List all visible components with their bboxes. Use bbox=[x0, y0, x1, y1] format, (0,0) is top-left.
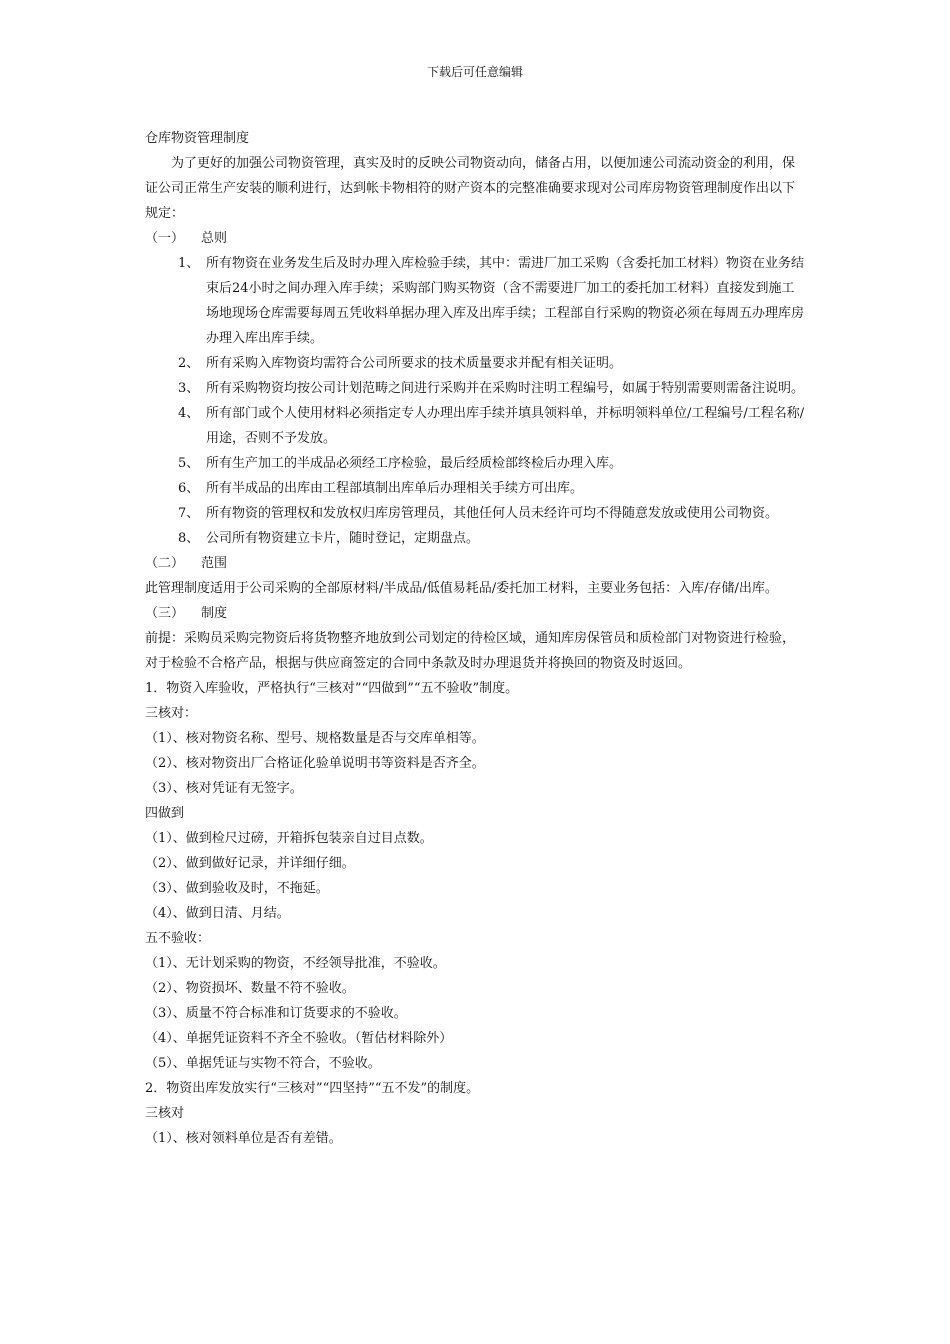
intro-paragraph: 为了更好的加强公司物资管理，真实及时的反映公司物资动向，储备占用，以便加速公司流动资金的利用，保证公司正常生产安装的顺利进行，达到帐卡物相符的财产资本的完整准确要求现对公司库房物资管理制度作出以下规定： bbox=[145, 156, 796, 221]
section-heading-rules bbox=[145, 601, 805, 626]
rule-line: 四做到 bbox=[145, 806, 185, 821]
document-body bbox=[145, 126, 805, 1151]
rule-line: （4）、做到日清、月结。 bbox=[145, 906, 290, 921]
list-item: 4、 所有部门或个人使用材料必须指定专人办理出库手续并填具领料单，并标明领料单位/工程编号/工程名称/用途，否则不予发放。 bbox=[178, 406, 805, 446]
list-item: 1、 所有物资在业务发生后及时办理入库检验手续，其中：需进厂加工采购（含委托加工材料）物资在业务结束后24小时之间办理入库手续；采购部门购买物资（含不需要进厂加工的委托加工材料）直接发到施工场地现场仓库需要每周五凭收料单据办理入库及出库手续；工程部自行采购的物资必须在每周五办理库房办理入库出库手续。 bbox=[178, 256, 805, 346]
rule-line: （1）、做到检尺过磅，开箱拆包装亲自过目点数。 bbox=[145, 831, 433, 846]
rule-line: （2）、物资损坏、数量不符不验收。 bbox=[145, 981, 355, 996]
rule-line: （1）、无计划采购的物资，不经领导批准，不验收。 bbox=[145, 956, 446, 971]
rule-line: （3）、做到验收及时，不拖延。 bbox=[145, 881, 329, 896]
rule-line: 1．物资入库验收，严格执行“三核对”“四做到”“五不验收”制度。 bbox=[145, 681, 519, 696]
document-title: 仓库物资管理制度 bbox=[145, 131, 250, 146]
premise-paragraph: 前提：采购员采购完物资后将货物整齐地放到公司划定的待检区域，通知库房保管员和质检部门对物资进行检验，对于检验不合格产品，根据与供应商签定的合同中条款及时办理退货并将换回的物资及时返回。 bbox=[145, 631, 796, 671]
list-item: 6、 所有半成品的出库由工程部填制出库单后办理相关手续方可出库。 bbox=[178, 481, 584, 496]
rule-line: （3）、核对凭证有无签字。 bbox=[145, 781, 303, 796]
section-number: （一） bbox=[145, 231, 185, 246]
rule-line: 五不验收： bbox=[145, 931, 211, 946]
section-heading-general bbox=[145, 226, 805, 251]
rule-line: （2）、核对物资出厂合格证化验单说明书等资料是否齐全。 bbox=[145, 756, 485, 771]
rule-line: （2）、做到做好记录，并详细仔细。 bbox=[145, 856, 355, 871]
list-item: 3、 所有采购物资均按公司计划范畴之间进行采购并在采购时注明工程编号，如属于特别需要则需备注说明。 bbox=[178, 381, 805, 396]
scope-paragraph: 此管理制度适用于公司采购的全部原材料/半成品/低值易耗品/委托加工材料，主要业务包括：入库/存储/出库。 bbox=[145, 581, 778, 596]
rule-line: （1）、核对物资名称、型号、规格数量是否与交库单相等。 bbox=[145, 731, 485, 746]
rule-line: （3）、质量不符合标准和订货要求的不验收。 bbox=[145, 1006, 407, 1021]
rule-line: （5）、单据凭证与实物不符合，不验收。 bbox=[145, 1056, 381, 1071]
list-item: 5、 所有生产加工的半成品必须经工序检验，最后经质检部终检后办理入库。 bbox=[178, 456, 623, 471]
rule-line: 三核对： bbox=[145, 706, 198, 721]
section-heading-scope bbox=[145, 551, 805, 576]
rule-line: （1）、核对领料单位是否有差错。 bbox=[145, 1131, 342, 1146]
list-item: 2、 所有采购入库物资均需符合公司所要求的技术质量要求并配有相关证明。 bbox=[178, 356, 623, 371]
section-number: （二） bbox=[145, 556, 185, 571]
section-title: 总则 bbox=[201, 231, 228, 246]
section-title: 范围 bbox=[201, 556, 228, 571]
rule-line: 2．物资出库发放实行“三核对”“四坚持”“五不发”的制度。 bbox=[145, 1081, 480, 1096]
rule-line: 三核对 bbox=[145, 1106, 185, 1121]
page-header: 下载后可任意编辑 bbox=[426, 65, 523, 79]
section-number: （三） bbox=[145, 606, 185, 621]
list-item: 8、 公司所有物资建立卡片，随时登记，定期盘点。 bbox=[178, 531, 480, 546]
section-title: 制度 bbox=[201, 606, 228, 621]
list-item: 7、 所有物资的管理权和发放权归库房管理员，其他任何人员未经许可均不得随意发放或使用公司物资。 bbox=[178, 506, 779, 521]
rule-line: （4）、单据凭证资料不齐全不验收。（暂估材料除外） bbox=[145, 1031, 453, 1046]
